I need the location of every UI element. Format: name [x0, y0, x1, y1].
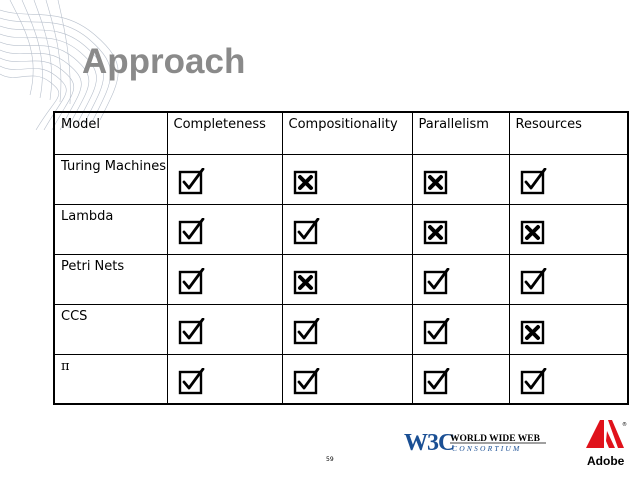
check-mark-cell: [282, 304, 412, 354]
checkbox-checked-icon: [178, 168, 206, 196]
table-header-row: [54, 112, 628, 154]
check-mark-cell: [167, 154, 282, 204]
checkbox-checked-icon: [520, 268, 548, 296]
table-row: [54, 204, 628, 254]
row-label: Lambda: [54, 204, 167, 254]
cross-mark-cell: [509, 304, 628, 354]
check-mark-cell: [167, 204, 282, 254]
table-row: [54, 304, 628, 354]
checkbox-checked-icon: [293, 368, 321, 396]
check-mark-cell: [412, 254, 509, 304]
row-label: CCS: [54, 304, 167, 354]
checkbox-checked-icon: [293, 318, 321, 346]
checkbox-crossed-icon: [293, 268, 321, 296]
table-row: [54, 254, 628, 304]
cross-mark-cell: [282, 254, 412, 304]
checkbox-checked-icon: [178, 218, 206, 246]
header-model: Model: [54, 112, 167, 154]
check-mark-cell: [167, 254, 282, 304]
cross-mark-cell: [412, 154, 509, 204]
checkbox-checked-icon: [520, 368, 548, 396]
checkbox-checked-icon: [423, 268, 451, 296]
svg-text:®: ®: [622, 422, 627, 428]
header-compositionality: Compositionality: [282, 112, 412, 154]
checkbox-checked-icon: [178, 318, 206, 346]
checkbox-checked-icon: [178, 268, 206, 296]
header-completeness: Completeness: [167, 112, 282, 154]
slide-title: Approach: [82, 42, 246, 81]
checkbox-checked-icon: [423, 368, 451, 396]
checkbox-crossed-icon: [423, 168, 451, 196]
row-label: Turing Machines: [54, 154, 167, 204]
header-parallelism: Parallelism: [412, 112, 509, 154]
check-mark-cell: [509, 254, 628, 304]
row-label: Petri Nets: [54, 254, 167, 304]
checkbox-crossed-icon: [293, 168, 321, 196]
check-mark-cell: [412, 304, 509, 354]
check-mark-cell: [167, 354, 282, 404]
cross-mark-cell: [282, 154, 412, 204]
check-mark-cell: [412, 354, 509, 404]
cross-mark-cell: [509, 204, 628, 254]
adobe-logo: [584, 418, 630, 470]
w3c-logo-line1: WORLD WIDE WEB: [450, 434, 540, 444]
checkbox-crossed-icon: [520, 218, 548, 246]
check-mark-cell: [282, 354, 412, 404]
checkbox-checked-icon: [178, 368, 206, 396]
header-resources: Resources: [509, 112, 628, 154]
check-mark-cell: [509, 154, 628, 204]
check-mark-cell: [167, 304, 282, 354]
adobe-wordmark: Adobe: [587, 454, 625, 468]
table-row: [54, 154, 628, 204]
check-mark-cell: [509, 354, 628, 404]
table-row: [54, 354, 628, 404]
cross-mark-cell: [412, 204, 509, 254]
check-mark-cell: [282, 204, 412, 254]
page-number: 59: [326, 456, 334, 463]
checkbox-checked-icon: [520, 168, 548, 196]
checkbox-crossed-icon: [520, 318, 548, 346]
w3c-logo-mark: W3C: [404, 430, 455, 456]
w3c-logo-line2: CONSORTIUM: [452, 444, 522, 453]
checkbox-checked-icon: [423, 318, 451, 346]
checkbox-checked-icon: [293, 218, 321, 246]
checkbox-crossed-icon: [423, 218, 451, 246]
w3c-logo: [404, 428, 549, 456]
row-label: π: [54, 354, 167, 404]
comparison-table: [53, 111, 629, 405]
